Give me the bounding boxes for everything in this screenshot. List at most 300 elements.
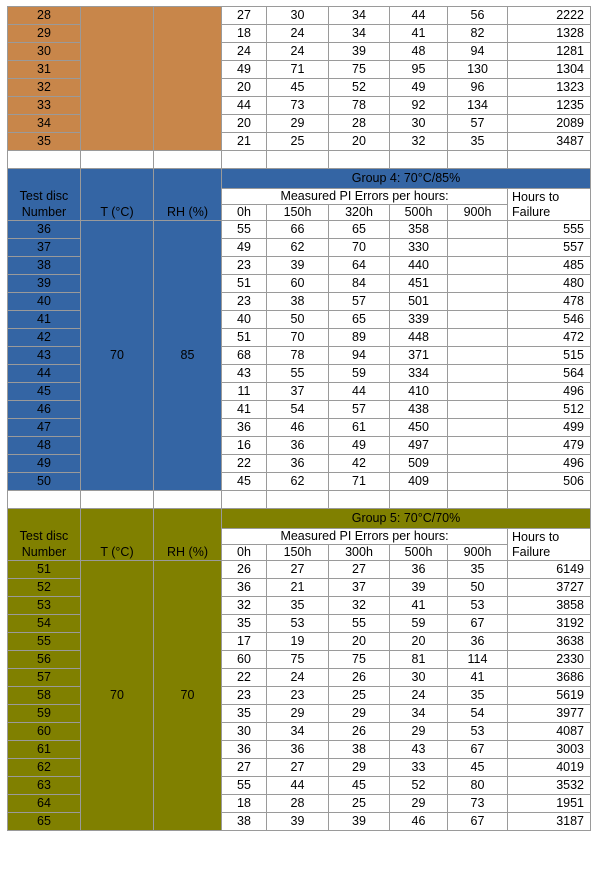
pi-error-value: 68 [222,347,267,365]
pi-error-value: 30 [222,723,267,741]
header-blank-cell [154,169,222,189]
group-title: Group 4: 70°C/85% [222,169,591,189]
hours-to-failure-header-line1: Hours to [512,190,560,204]
pi-error-value [448,239,508,257]
pi-error-value: 57 [329,401,390,419]
pi-error-value: 29 [329,705,390,723]
hours-to-failure-value: 1304 [508,61,591,79]
pi-error-value: 29 [390,723,448,741]
pi-error-value: 451 [390,275,448,293]
pi-error-value: 37 [267,383,329,401]
pi-error-value: 29 [390,795,448,813]
pi-error-value: 45 [267,79,329,97]
test-disc-number: 51 [8,561,81,579]
pi-error-value: 38 [267,293,329,311]
measured-pi-errors-header: Measured PI Errors per hours: [222,529,508,545]
pi-error-value: 334 [390,365,448,383]
header-blank-cell [81,189,154,205]
pi-error-value: 26 [329,669,390,687]
pi-error-value: 22 [222,669,267,687]
pi-error-value: 29 [329,759,390,777]
hours-column-header: 900h [448,205,508,221]
hours-to-failure-value: 3192 [508,615,591,633]
test-disc-number: 43 [8,347,81,365]
pi-error-value: 18 [222,795,267,813]
spacer-cell [222,151,267,169]
pi-error-value: 40 [222,311,267,329]
header-blank-cell [81,529,154,545]
column-header-row [8,529,591,545]
hours-to-failure-header-line2: Failure [512,545,551,559]
hours-to-failure-value: 3977 [508,705,591,723]
pi-error-value: 30 [267,7,329,25]
pi-error-value: 30 [390,669,448,687]
pi-error-value: 55 [267,365,329,383]
hours-to-failure-value: 485 [508,257,591,275]
test-disc-number: 59 [8,705,81,723]
hours-to-failure-value: 515 [508,347,591,365]
pi-error-value: 35 [448,133,508,151]
hours-to-failure-value: 499 [508,419,591,437]
hours-to-failure-value: 480 [508,275,591,293]
test-disc-number: 54 [8,615,81,633]
pi-error-value: 57 [448,115,508,133]
pi-error-value: 41 [448,669,508,687]
hours-column-header: 0h [222,545,267,561]
pi-error-value: 39 [329,813,390,831]
hours-to-failure-header-line1: Hours to [512,530,560,544]
pi-error-value: 114 [448,651,508,669]
test-disc-number: 37 [8,239,81,257]
pi-error-value: 54 [267,401,329,419]
header-blank-cell [154,189,222,205]
pi-error-value: 36 [222,419,267,437]
pi-error-value: 67 [448,615,508,633]
pi-error-value: 75 [329,61,390,79]
header-blank-cell [81,509,154,529]
pi-error-value: 134 [448,97,508,115]
header-blank-cell [8,509,81,529]
spacer-cell [267,491,329,509]
test-disc-header: Test disc [8,529,81,545]
test-disc-number: 32 [8,79,81,97]
spacer-cell [390,491,448,509]
pi-error-value: 34 [329,25,390,43]
pi-error-value: 46 [267,419,329,437]
table-row [8,7,591,25]
pi-error-value: 81 [390,651,448,669]
pi-error-value: 36 [222,741,267,759]
hours-to-failure-value: 2222 [508,7,591,25]
temperature-value: 70 [81,561,154,831]
pi-error-value: 39 [267,813,329,831]
pi-error-value: 34 [329,7,390,25]
header-blank-cell [8,169,81,189]
pi-error-value: 330 [390,239,448,257]
hours-column-header: 300h [329,545,390,561]
spacer-cell [508,151,591,169]
hours-to-failure-value: 479 [508,437,591,455]
pi-error-value: 42 [329,455,390,473]
hours-to-failure-value: 3727 [508,579,591,597]
pi-error-value: 358 [390,221,448,239]
group-title: Group 5: 70°C/70% [222,509,591,529]
hours-to-failure-value: 512 [508,401,591,419]
pi-error-value: 82 [448,25,508,43]
pi-error-value: 64 [329,257,390,275]
pi-error-value: 22 [222,455,267,473]
pi-error-value: 20 [329,133,390,151]
pi-error-value: 25 [329,795,390,813]
column-header-row [8,189,591,205]
pi-error-value [448,401,508,419]
test-disc-number: 38 [8,257,81,275]
table-row [8,561,591,579]
pi-error-value: 52 [390,777,448,795]
pi-error-value: 70 [267,329,329,347]
hours-to-failure-value: 564 [508,365,591,383]
pi-error-value: 26 [329,723,390,741]
test-disc-number: 36 [8,221,81,239]
hours-to-failure-value: 555 [508,221,591,239]
pi-error-value: 23 [222,687,267,705]
test-disc-number: 53 [8,597,81,615]
pi-error-value: 24 [267,669,329,687]
pi-error-value: 53 [448,597,508,615]
pi-error-value: 55 [329,615,390,633]
pi-error-value: 36 [267,741,329,759]
pi-error-value: 440 [390,257,448,275]
spacer-cell [154,151,222,169]
hours-to-failure-value: 3686 [508,669,591,687]
pi-error-value: 46 [390,813,448,831]
pi-error-value: 24 [267,25,329,43]
temperature-cell [81,7,154,151]
pi-error-value: 39 [329,43,390,61]
pi-error-value: 20 [222,115,267,133]
pi-error-value: 75 [267,651,329,669]
hours-to-failure-value: 3532 [508,777,591,795]
test-disc-number: 45 [8,383,81,401]
test-disc-number: 47 [8,419,81,437]
hours-column-header: 320h [329,205,390,221]
pi-error-value: 34 [390,705,448,723]
hours-to-failure-value: 506 [508,473,591,491]
pi-error-value [448,293,508,311]
pi-error-value: 20 [390,633,448,651]
pi-error-value: 44 [267,777,329,795]
pi-error-value: 11 [222,383,267,401]
pi-error-value: 51 [222,275,267,293]
pi-error-value: 70 [329,239,390,257]
pi-error-value: 75 [329,651,390,669]
pi-error-value: 66 [267,221,329,239]
hours-column-header: 500h [390,205,448,221]
pi-error-value: 48 [390,43,448,61]
hours-to-failure-value: 3487 [508,133,591,151]
pi-error-value: 28 [329,115,390,133]
pi-error-value: 371 [390,347,448,365]
pi-error-value: 78 [267,347,329,365]
pi-error-value [448,257,508,275]
test-disc-number: 65 [8,813,81,831]
test-disc-number: 35 [8,133,81,151]
hours-to-failure-value: 4087 [508,723,591,741]
test-disc-number: 58 [8,687,81,705]
group-title-row [8,169,591,189]
pi-error-value: 60 [222,651,267,669]
pi-error-value: 67 [448,813,508,831]
test-disc-number: 33 [8,97,81,115]
test-disc-number: 28 [8,7,81,25]
pi-error-value: 25 [329,687,390,705]
pi-error-value: 29 [267,705,329,723]
spacer-cell [81,491,154,509]
pi-error-value: 35 [222,705,267,723]
test-disc-number: 50 [8,473,81,491]
number-header: Number [8,205,81,221]
pi-error-value: 94 [329,347,390,365]
hours-to-failure-value: 1281 [508,43,591,61]
test-disc-header: Test disc [8,189,81,205]
pi-error-value: 19 [267,633,329,651]
test-disc-number: 40 [8,293,81,311]
hours-to-failure-value: 3187 [508,813,591,831]
test-disc-number: 64 [8,795,81,813]
humidity-value: 85 [154,221,222,491]
pi-error-value [448,419,508,437]
pi-error-value: 41 [390,25,448,43]
pi-error-value: 62 [267,473,329,491]
group-title-row [8,509,591,529]
pi-error-value: 71 [267,61,329,79]
pi-error-value: 35 [222,615,267,633]
pi-error-value [448,221,508,239]
pi-error-value: 45 [329,777,390,795]
humidity-header: RH (%) [154,205,222,221]
pi-error-value: 35 [448,561,508,579]
pi-error-value: 51 [222,329,267,347]
hours-column-header: 900h [448,545,508,561]
test-disc-number: 60 [8,723,81,741]
hours-column-header: 0h [222,205,267,221]
pi-error-value: 65 [329,221,390,239]
pi-error-value: 18 [222,25,267,43]
hours-column-header: 500h [390,545,448,561]
pi-error-value: 35 [448,687,508,705]
pi-error-value: 33 [390,759,448,777]
spacer-cell [508,491,591,509]
spacer-cell [8,151,81,169]
pi-error-value [448,383,508,401]
spacer-row [8,151,591,169]
hours-to-failure-value: 496 [508,383,591,401]
pi-error-value: 44 [222,97,267,115]
test-results-table [7,6,591,831]
pi-error-value: 56 [448,7,508,25]
spacer-row [8,491,591,509]
hours-to-failure-value: 2330 [508,651,591,669]
pi-error-value: 36 [267,437,329,455]
pi-error-value: 32 [329,597,390,615]
test-disc-number: 30 [8,43,81,61]
number-header: Number [8,545,81,561]
test-disc-number: 39 [8,275,81,293]
test-disc-number: 34 [8,115,81,133]
pi-error-value: 94 [448,43,508,61]
pi-error-value: 23 [267,687,329,705]
measured-pi-errors-header: Measured PI Errors per hours: [222,189,508,205]
pi-error-value: 21 [267,579,329,597]
spacer-cell [267,151,329,169]
pi-error-value: 23 [222,257,267,275]
pi-error-value: 130 [448,61,508,79]
pi-error-value: 45 [448,759,508,777]
pi-error-value [448,365,508,383]
test-disc-number: 49 [8,455,81,473]
hours-to-failure-value: 4019 [508,759,591,777]
pi-error-value [448,347,508,365]
humidity-value: 70 [154,561,222,831]
pi-error-value: 23 [222,293,267,311]
hours-to-failure-value: 557 [508,239,591,257]
pi-error-value: 44 [329,383,390,401]
test-disc-number: 48 [8,437,81,455]
header-blank-cell [81,169,154,189]
humidity-header: RH (%) [154,545,222,561]
pi-error-value: 448 [390,329,448,347]
pi-error-value: 27 [222,759,267,777]
pi-error-value: 53 [448,723,508,741]
pi-error-value: 24 [267,43,329,61]
pi-error-value: 36 [267,455,329,473]
hours-to-failure-value: 1951 [508,795,591,813]
column-header-row [8,205,591,221]
pi-error-value: 24 [222,43,267,61]
pi-error-value: 59 [329,365,390,383]
hours-to-failure-value: 5619 [508,687,591,705]
pi-error-value: 30 [390,115,448,133]
pi-error-value [448,275,508,293]
hours-to-failure-value: 1235 [508,97,591,115]
pi-error-value: 509 [390,455,448,473]
document-page [7,6,590,831]
pi-error-value: 96 [448,79,508,97]
pi-error-value: 450 [390,419,448,437]
spacer-cell [448,491,508,509]
hours-to-failure-header-line2: Failure [512,205,551,219]
test-disc-number: 29 [8,25,81,43]
pi-error-value: 41 [390,597,448,615]
spacer-cell [81,151,154,169]
pi-error-value: 32 [390,133,448,151]
pi-error-value: 39 [267,257,329,275]
pi-error-value: 20 [222,79,267,97]
test-disc-number: 56 [8,651,81,669]
pi-error-value: 26 [222,561,267,579]
pi-error-value: 84 [329,275,390,293]
spacer-cell [154,491,222,509]
pi-error-value: 49 [222,61,267,79]
pi-error-value: 32 [222,597,267,615]
pi-error-value: 71 [329,473,390,491]
pi-error-value: 95 [390,61,448,79]
pi-error-value: 36 [390,561,448,579]
pi-error-value [448,329,508,347]
test-disc-number: 63 [8,777,81,795]
pi-error-value: 55 [222,777,267,795]
pi-error-value: 24 [390,687,448,705]
pi-error-value: 38 [222,813,267,831]
pi-error-value: 49 [329,437,390,455]
pi-error-value: 27 [222,7,267,25]
test-disc-number: 52 [8,579,81,597]
test-disc-number: 46 [8,401,81,419]
hours-column-header: 150h [267,205,329,221]
temperature-value: 70 [81,221,154,491]
pi-error-value: 53 [267,615,329,633]
pi-error-value: 73 [448,795,508,813]
hours-to-failure-value: 2089 [508,115,591,133]
hours-column-header: 150h [267,545,329,561]
pi-error-value: 27 [329,561,390,579]
header-blank-cell [154,509,222,529]
test-disc-number: 55 [8,633,81,651]
spacer-cell [8,491,81,509]
pi-error-value: 16 [222,437,267,455]
hours-to-failure-value: 6149 [508,561,591,579]
pi-error-value [448,455,508,473]
pi-error-value: 27 [267,561,329,579]
test-disc-number: 41 [8,311,81,329]
pi-error-value: 44 [390,7,448,25]
pi-error-value: 29 [267,115,329,133]
pi-error-value: 59 [390,615,448,633]
spacer-cell [222,491,267,509]
pi-error-value: 67 [448,741,508,759]
pi-error-value: 55 [222,221,267,239]
pi-error-value: 35 [267,597,329,615]
test-disc-number: 42 [8,329,81,347]
pi-error-value: 43 [390,741,448,759]
hours-to-failure-value: 478 [508,293,591,311]
pi-error-value: 41 [222,401,267,419]
pi-error-value: 78 [329,97,390,115]
temperature-header: T (°C) [81,545,154,561]
pi-error-value: 497 [390,437,448,455]
humidity-cell [154,7,222,151]
hours-to-failure-value: 472 [508,329,591,347]
hours-to-failure-value: 1323 [508,79,591,97]
spacer-cell [329,151,390,169]
pi-error-value: 339 [390,311,448,329]
pi-error-value: 57 [329,293,390,311]
pi-error-value: 80 [448,777,508,795]
pi-error-value: 37 [329,579,390,597]
pi-error-value: 49 [222,239,267,257]
hours-to-failure-value: 1328 [508,25,591,43]
pi-error-value: 501 [390,293,448,311]
pi-error-value: 62 [267,239,329,257]
pi-error-value: 54 [448,705,508,723]
pi-error-value: 36 [448,633,508,651]
hours-to-failure-value: 3858 [508,597,591,615]
spacer-cell [390,151,448,169]
spacer-cell [329,491,390,509]
test-disc-number: 31 [8,61,81,79]
pi-error-value: 438 [390,401,448,419]
pi-error-value: 50 [267,311,329,329]
